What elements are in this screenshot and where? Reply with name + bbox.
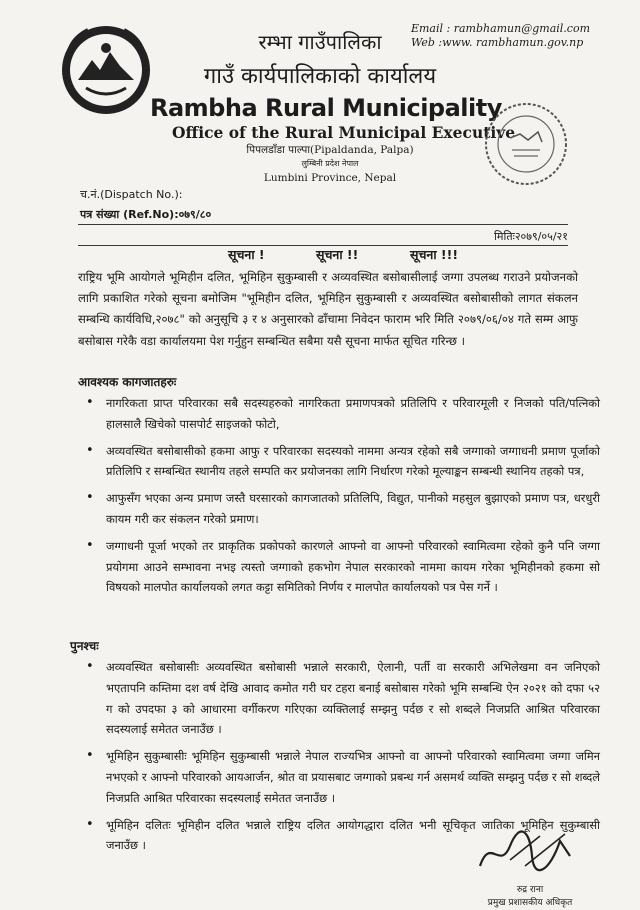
divider-top — [78, 224, 568, 225]
signatory-name: रुद्र राना — [516, 885, 544, 895]
signature-block — [470, 826, 590, 906]
notice-heading-3: सूचना !!! — [410, 247, 459, 262]
web-text: Web :www. rambhamun.gov.np — [410, 36, 584, 49]
address-line-1: पिपलडाँडा पाल्पा(Pipaldanda, Palpa) — [246, 144, 414, 156]
list-item: • भूमिहिन सुकुम्बासीः भूमिहिन सुकुम्बासी भन्नाले नेपाल राज्यभित्र आफ्नो वा आफ्नो परिवारको स्वामित्वमा जग्गा जमिन नभएको र आफ्नो परिवारको आयआर्जन, श्रोत वा प्रयासबाट जग्गाको प्रबन्ध गर्न असमर्थ व्यक्ति सम्झनु पर्दछ र सो शब्दले निजप्रति आश्रित परिवारका सदस्यलाई समेतत जनाउँछ । — [106, 746, 600, 808]
signatory-title: प्रमुख प्रशासकीय अधिकृत — [487, 898, 573, 908]
office-name-np: गाउँ कार्यपालिकाको कार्यालय — [203, 64, 437, 89]
documents-heading: आवश्यक कागजातहरुः — [78, 375, 177, 389]
list-item: • आफुसँग भएका अन्य प्रमाण जस्तै घरसारको कागजातको प्रतिलिपि, विद्युत, पानीको महसुल बुझाएको प्रमाण पत्र, धरधुरी कायम गरी कर संकलन गरेको प्रमाण। — [106, 488, 600, 530]
definitions-heading: पुनश्चः — [70, 639, 99, 653]
documents-list — [84, 393, 600, 604]
list-item: • अव्यवस्थित बसोबासीको हकमा आफु र परिवारका सदस्यको नाममा अन्यत्र रहेको सबै जग्गाको जग्गाधनी प्रमाण पूर्जाको प्रतिलिपि र सम्बन्धित स्थानीय तहले सम्पति कर प्रयोजनका लागि निर्धारण गरेको मूल्याङ्कन सम्बन्धी स्थानिय तहको पत्र, — [106, 441, 600, 483]
municipality-name-np: रम्भा गाउँपालिका — [258, 30, 382, 54]
list-item: • अव्यवस्थित बसोबासीः अव्यवस्थित बसोबासी भन्नाले सरकारी, ऐलानी, पर्ती वा सरकारी अभिलेखमा वन जनिएको भएतापनि कम्तिमा दश वर्ष देखि आवाद कमोत गरी घर टहरा बनाई बसोबास गरेको भूमि सम्बन्धि ऐन २०२१ को दफा ५२ ग को उपदफा ३ को आधारमा वर्गीकरण गरिएका व्यक्तिलाई सम्झनु पर्दछ र सो शब्दले निजप्रति आश्रित परिवारका सदस्यलाई समेतत जनाउँछ । — [106, 657, 600, 740]
intro-paragraph: राष्ट्रिय भूमि आयोगले भूमिहीन दलित, भूमिहिन सुकुम्बासी र अव्यवस्थित बसोबासीलाई जग्गा उपलब्ध गराउने प्रयोजनको लागि प्रकाशित गरेको सूचना बमोजिम "भूमिहीन दलित, भूमिहिन सुकुम्बासी र अव्यवस्थित बसोबासीको लागत संकलन सम्बन्धि कार्यविधि,२०७८" को अनुसूचि ३ र ४ अनुसारको ढाँचामा निवेदन फाराम भरि मिति २०७९/०६/०४ गते सम्म आफु बसोबास गरेकै वडा कार्यालयमा पेश गर्नुहुन सम्बन्धित सबैमा यसै सूचना मार्फत सूचित गरिन्छ । — [78, 270, 578, 348]
list-item: • जग्गाधनी पूर्जा भएको तर प्राकृतिक प्रकोपको कारणले आफ्नो वा आफ्नो परिवारको स्वामित्वमा रहेको कुनै पनि जग्गा प्रयोगमा आउने सम्भावना नभइ त्यस्तो जग्गाको हकभोग नेपाल सरकारको नाममा कायम गरेका भूमिहीनको हकमा सो विषयको मालपोत कार्यालयको लगत कट्टा समितिको निर्णय र मालपोत कार्यालयको पत्र पेस गर्ने । — [106, 536, 600, 598]
dispatch-number: च.नं.(Dispatch No.): — [80, 188, 183, 201]
address-line-3: Lumbini Province, Nepal — [263, 172, 397, 184]
notice-heading-2: सूचना !! — [316, 247, 359, 262]
handwritten-signature — [470, 826, 590, 878]
notice-heading-1: सूचना ! — [228, 247, 265, 262]
municipality-name-en: Rambha Rural Municipality — [150, 94, 502, 122]
office-stamp-seal — [480, 98, 572, 190]
office-name-en: Office of the Rural Municipal Executive — [172, 123, 516, 142]
email-text: Email : rambhamun@gmail.com — [410, 22, 590, 35]
reference-number: पत्र संख्या (Ref.No):०७९/८० — [80, 208, 212, 221]
list-item: • भूमिहिन दलितः भूमिहीन दलित भन्नाले राष्ट्रिय दलित आयोगद्धारा दलित भनी सूचिकृत जातिका भूमिहिन सुकुम्बासी जनाउँछ । — [106, 815, 600, 857]
letter-date: मितिः२०७९/०५/२१ — [494, 230, 568, 243]
address-line-2: लुम्बिनी प्रदेश नेपाल — [301, 159, 359, 168]
list-item: • नागरिकता प्राप्त परिवारका सबै सदस्यहरुको नागरिकता प्रमाणपत्रको प्रतिलिपि र परिवारमूली र निजको पति/पत्निको हालसालै खिचेको पासपोर्ट साइजको फोटो, — [106, 393, 600, 435]
